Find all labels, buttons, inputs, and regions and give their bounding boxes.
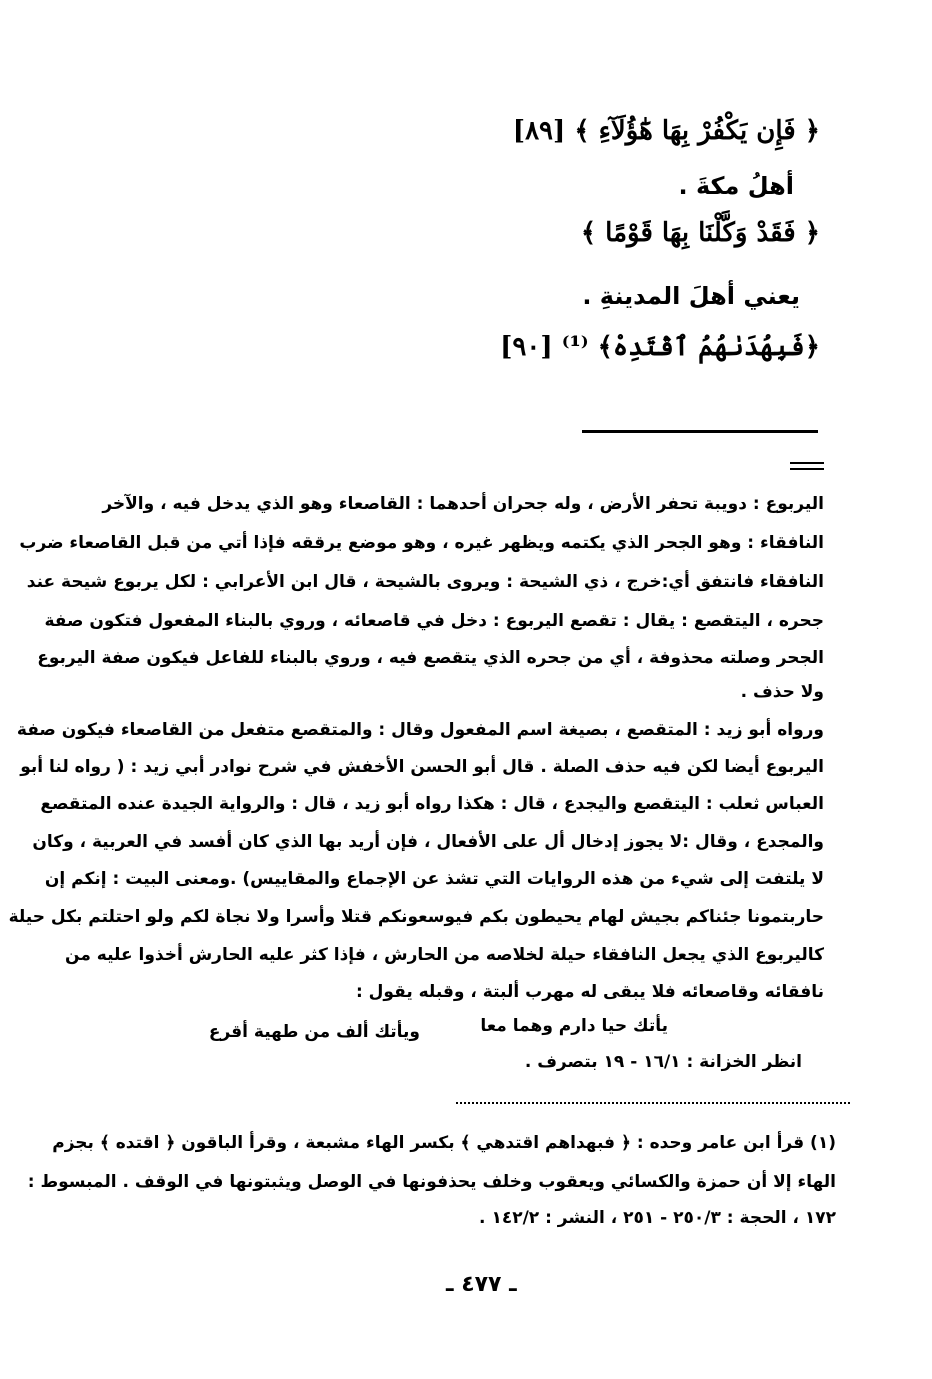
verse-gloss-1: أهلُ مكةَ . — [678, 172, 794, 200]
footnote-line: (١) قرأ ابن عامر وحده : ﴿ فبهداهم اقتدهي ﴾ بكسر الهاء مشبعة ، وقرأ الباقون ﴿ اقتده ﴾ بجزم — [52, 1133, 836, 1153]
section-rule — [582, 430, 818, 433]
commentary-line: اليربوع أيضا لكن فيه حذف الصلة . قال أبو الحسن الأخفش في شرح نوادر أبي زيد : ( رواه لنا أبو — [20, 757, 824, 777]
footnote-line: الهاء إلا أن حمزة والكسائي ويعقوب وخلف يحذفونها في الوصل ويثبتونها في الوقف . المبسوط : — [27, 1172, 836, 1192]
commentary-line: كاليربوع الذي يجعل النافقاء حيلة لخلاصه من الحارش ، فإذا كثر عليه الحارش أخذوا عليه من — [65, 945, 824, 965]
commentary-line: ولا حذف . — [740, 682, 824, 702]
commentary-line: نافقائه وقاصعائه فلا يبقى له مهرب ألبتة ، وقبله يقول : — [355, 982, 824, 1002]
commentary-line: حاربتمونا جئناكم بجيش لهام يحيطون بكم فيوسعونكم قتلا وأسرا ولا نجاة لكم ولو احتلتم بكل حيلة — [8, 907, 824, 927]
verse-gloss-2: يعني أهلَ المدينةِ . — [582, 282, 800, 310]
verse-line-2: ﴿ فَقَدْ وَكَّلْنَا بِهَا قَوْمًا ﴾ — [580, 218, 820, 248]
commentary-line: ورواه أبو زيد : المتقصع ، بصيغة اسم المفعول وقال : والمتقصع متفعل من القاصعاء فيكون صفة — [16, 720, 824, 740]
commentary-line: لا يلتفت إلى شيء من هذه الروايات التي تشذ عن الإجماع والمقاييس) .ومعنى البيت : إنكم إن — [44, 869, 824, 889]
footnote-line: ١٧٢ ، الحجة : ٢٥٠/٣ - ٢٥١ ، النشر : ١٤٢/٢ . — [479, 1208, 836, 1228]
poem-hemistich-2: ويأتك ألف من طهية أقرع — [208, 1022, 420, 1042]
poem-hemistich-1: يأتك حيا دارم وهما معا — [480, 1016, 668, 1036]
double-rule-top — [790, 462, 824, 464]
commentary-line: الجحر وصلته محذوفة ، أي من جحره الذي يتقصع فيه ، وروي بالبناء للفاعل فيكون صفة اليربوع — [37, 648, 824, 668]
verse-line-90: ﴿فَبِهُدَىٰهُمُ ٱقْتَدِهْ﴾ ⁽¹⁾ [٩٠] — [500, 332, 820, 362]
page-number: ـ ٤٧٧ ـ — [446, 1272, 517, 1297]
commentary-line: اليربوع : دويبة تحفر الأرض ، وله جحران أحدهما : القاصعاء وهو الذي يدخل فيه ، والآخر — [102, 494, 824, 514]
commentary-line: العباس ثعلب : اليتقصع واليجدع ، قال : هكذا رواه أبو زيد ، قال : والرواية الجيدة عنده المتقصع — [40, 794, 824, 814]
commentary-line: النافقاء فانتفق أي:خرج ، ذي الشيحة : ويروى بالشيحة ، قال ابن الأعرابي : لكل يربوع شيحة عند — [26, 572, 824, 592]
commentary-line: والمجدع ، وقال :لا يجوز إدخال أل على الأفعال ، فإن أريد بها الذي كان أفسد في العربية ، وكان — [32, 832, 824, 852]
verse-line-89: ﴿ فَإِن يَكْفُرْ بِهَا هَٰٓؤُلَآءِ ﴾ [٨٩] — [512, 116, 820, 146]
source-reference: انظر الخزانة : ١٦/١ - ١٩ بتصرف . — [524, 1052, 802, 1072]
double-rule-bottom — [790, 468, 824, 470]
commentary-line: النافقاء : وهو الجحر الذي يكتمه ويظهر غيره ، وهو موضع يرققه فإذا أتي من قبل القاصعاء ضرب — [19, 533, 824, 553]
footnote-separator — [456, 1102, 850, 1104]
commentary-line: جحره ، اليتقصع : يقال : تقصع اليربوع : دخل في قاصعائه ، وروي بالبناء المفعول فتكون صفة — [44, 611, 824, 631]
